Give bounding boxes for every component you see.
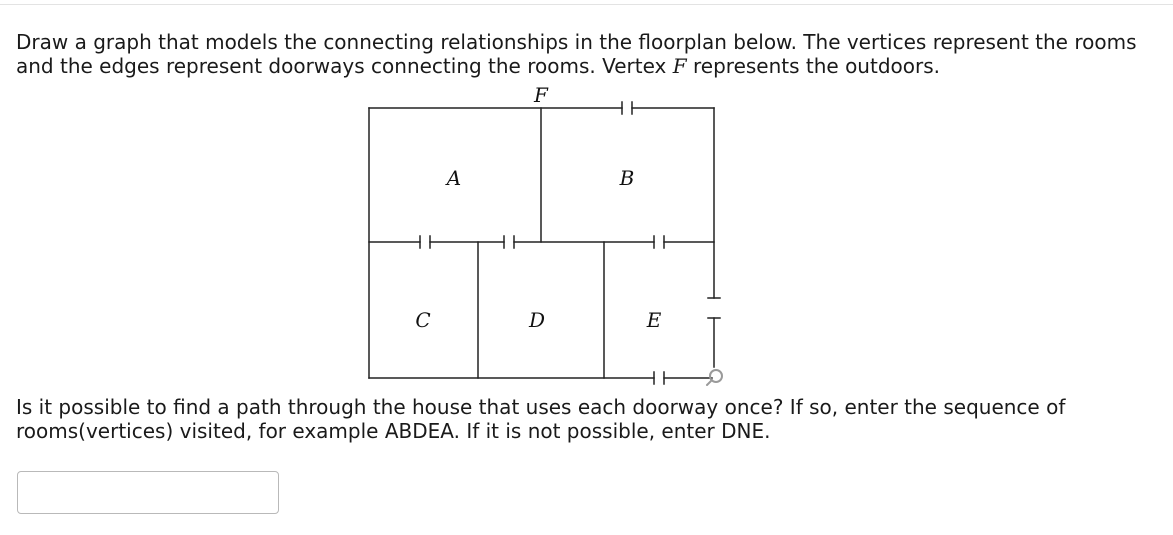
- answer-input[interactable]: [17, 471, 279, 514]
- room-label-b: B: [619, 166, 635, 190]
- intro-text-part1: Draw a graph that models the connecting relationships in the floorplan below. The vertices represent the rooms and the edges represent doorways connecting the rooms. Vertex: [16, 30, 1137, 78]
- magnifier-icon[interactable]: [707, 370, 722, 385]
- intro-text-part2: represents the outdoors.: [686, 54, 940, 78]
- outdoors-label: F: [534, 83, 548, 107]
- intro-vertex-variable: F: [672, 54, 687, 78]
- room-label-d: D: [528, 308, 546, 332]
- room-label-a: A: [446, 166, 462, 190]
- room-label-c: C: [415, 308, 431, 332]
- question-followup: Is it possible to find a path through the house that uses each doorway once? If so, enter the sequence of rooms(vertices) visited, for example ABDEA. If it is not possible, enter DNE.: [16, 395, 1066, 443]
- room-label-e: E: [646, 308, 662, 332]
